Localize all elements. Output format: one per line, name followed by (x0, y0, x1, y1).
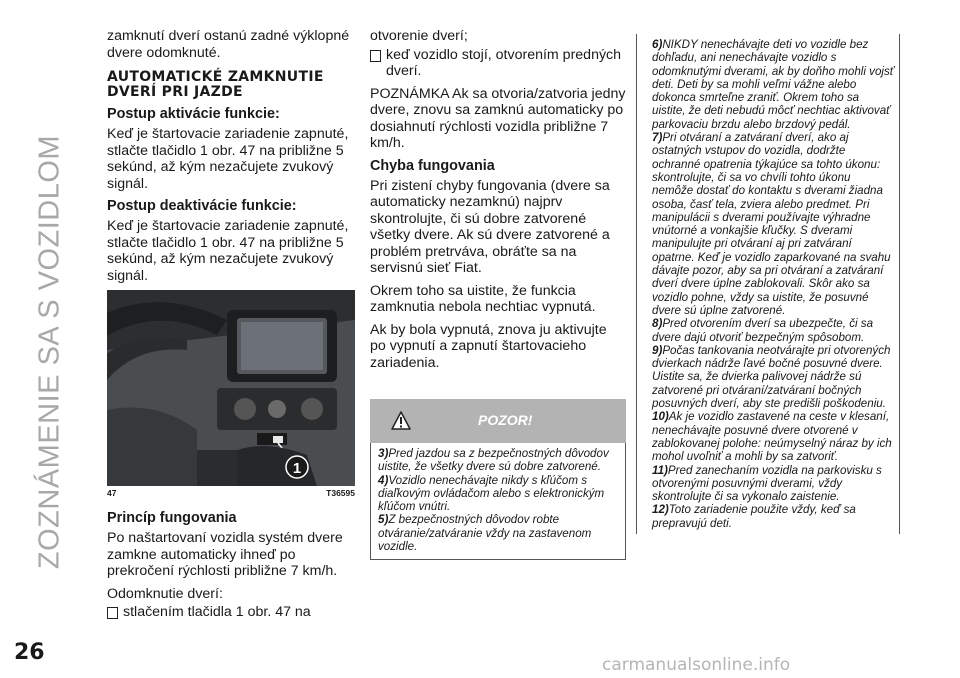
warning-triangle-icon (391, 411, 411, 431)
warning-item-number: 3) (378, 447, 389, 460)
column-1 (107, 28, 355, 621)
checkbox-bullet-icon (107, 607, 118, 619)
warning-box (370, 399, 626, 560)
warning-item (652, 38, 894, 131)
warning-item-text: Počas tankovania neotvárajte pri otvorených dvierkach nádrže ľavé bočné posuvné dvere. Uistite sa, že dvierka palivovej nádrže sú zatvorené pri otváraní/zatváraní bočných posuvných dverí, aby ste predišli poškodeniu. (652, 343, 891, 411)
figure-code: T36595 (326, 488, 355, 498)
warning-item-text: Pred zanechaním vozidla na parkovisku s otvorenými posuvnými dverami, vždy skontrolujte či sa vykonalo zaistenie. (652, 463, 882, 504)
column-3 (636, 38, 900, 534)
warning-item-number: 10) (652, 410, 669, 424)
watermark-text: carmanualsonline.info (602, 655, 791, 675)
fault-heading: Chyba fungovania (370, 157, 495, 174)
warning-item-text: Z bezpečnostných dôvodov robte otváranie/zatváranie vždy na zastavenom vozidle. (378, 513, 592, 554)
warning-item (652, 503, 894, 530)
warning-item-number: 4) (378, 473, 389, 487)
intro-text: zamknutí dverí ostanú zadné výklopné dvere odomknuté. (107, 28, 350, 61)
figure-caption (107, 488, 355, 498)
warning-item-number: 11) (652, 463, 668, 477)
warning-item (652, 410, 894, 463)
page-number: 26 (14, 640, 45, 665)
warning-item-text: Pri otváraní a zatváraní dverí, ako aj ostatných vstupov do vozidla, dodržte ochranné opatrenia týkajúce sa tohto úkonu: skontrolujte, či sa vo chvíli tohto úkonu nemôže dostať do kontaktu s dverami žiadna osoba, časť tela, zviera alebo predmet. Pri manipulácii s dverami používajte výhradne vnútorné a vonkajšie kľučky. S dverami manipulujte pri otváraní aj pri zatváraní opatrne. Keď je vozidlo zaparkované na svahu dávajte pozor, aby sa pri otváraní a zatváraní dverí dvere úplne zablokovali. Skôr ako sa vozidlo pohne, vždy sa uistite, že posuvné dvere sú úplne zatvorené. (652, 131, 891, 317)
column-2 (370, 28, 626, 560)
warning-item (652, 131, 894, 317)
checkbox-bullet-icon (370, 50, 381, 62)
continued-text: otvorenie dverí; (370, 28, 468, 44)
warning-item (652, 464, 894, 504)
activation-text: Keď je štartovacie zariadenie zapnuté, stlačte tlačidlo 1 obr. 47 na približne 5 sekúnd, až kým nezačujete zvukový signál. (107, 126, 349, 192)
warning-item-number: 8) (652, 317, 663, 331)
callout-number: 1 (292, 460, 302, 477)
fault-text: Pri zistení chyby fungovania (dvere sa automaticky nezamknú) najprv skontrolujte, či sú dobre zatvorené všetky dvere. Ak sú dvere zatvorené a problém pretrváva, obráťte sa na servisnú sieť Fiat. (370, 177, 610, 276)
warning-item-text: Pred otvorením dverí sa ubezpečte, či sa dvere dajú otvoriť bezpečným spôsobom. (652, 317, 874, 344)
warning-item (652, 344, 894, 410)
warning-item-text: Pred jazdou sa z bezpečnostných dôvodov uistite, že všetky dvere sú dobre zatvorené. (378, 447, 609, 474)
warning-item-number: 5) (378, 513, 389, 527)
sidebar-section-title-text: ZOZNÁMENIE SA S VOZIDLOM (33, 134, 66, 570)
warning-item-number: 6) (652, 38, 663, 51)
warning-item-text: Ak je vozidlo zastavené na ceste v klesaní, nenechávajte posuvné dvere otvorené v zablokovanej polohe: neúmyselný náraz by ich mohol uvoľniť a mohli by sa zatvoriť. (652, 410, 892, 464)
warning-item-text: NIKDY nenechávajte deti vo vozidle bez dohľadu, ani nenechávajte vozidlo s odomknutými dverami, ak by doňho mohli vojsť deti. Deti by sa mohli veľmi vážne alebo dokonca smrteľne zraniť. Okrem toho sa uistite, že deti nebudú môcť nechtiac aktivovať parkovaciu brzdu alebo brzdový pedál. (652, 38, 894, 131)
warning-body (370, 443, 626, 560)
warning-item (378, 447, 619, 474)
dashboard-photo (107, 290, 355, 486)
unlock-label: Odomknutie dverí: (107, 585, 223, 602)
warning-item-number: 9) (652, 343, 663, 357)
bullet-text: stlačením tlačidla 1 obr. 47 na (123, 604, 311, 620)
deactivation-text: Keď je štartovacie zariadenie zapnuté, stlačte tlačidlo 1 obr. 47 na približne 5 sekúnd, až kým nezačujete zvukový signál. (107, 218, 349, 284)
warning-item (652, 317, 894, 344)
warning-item (378, 513, 619, 553)
warning-header (370, 399, 626, 443)
figure-number: 47 (107, 488, 117, 498)
dashboard-illustration (107, 290, 355, 486)
warning-title: POZOR! (478, 412, 533, 428)
note-text: POZNÁMKA Ak sa otvoria/zatvoria jedny dvere, znovu sa zamknú automaticky po dosiahnutí rýchlosti vozidla približne 7 km/h. (370, 85, 626, 151)
warning-item-number: 12) (652, 503, 669, 517)
warning-item-text: Vozidlo nenechávajte nikdy s kľúčom s diaľkovým ovládačom alebo s elektronickým kľúčom vnútri. (378, 473, 605, 514)
warning-item (378, 474, 619, 514)
deactivation-heading: Postup deaktivácie funkcie: (107, 198, 297, 214)
fault-text-2: Okrem toho sa uistite, že funkcia zamknutia nebola nechtiac vypnutá. (370, 282, 596, 315)
principle-text: Po naštartovaní vozidla systém dvere zamkne automaticky ihneď po prekročení rýchlosti približne 7 km/h. (107, 530, 343, 579)
warning-item-text: Toto zariadenie použite vždy, keď sa prepravujú deti. (652, 503, 856, 530)
fault-text-3: Ak by bola vypnutá, znova ju aktivujte po vypnutí a zapnutí štartovacieho zariadenia. (370, 321, 607, 371)
section-heading: AUTOMATICKÉ ZAMKNUTIE DVERÍ PRI JAZDE (107, 69, 324, 100)
bullet-item (370, 47, 626, 80)
activation-heading: Postup aktivácie funkcie: (107, 106, 280, 122)
warning-item-number: 7) (652, 131, 663, 145)
bullet-item (107, 604, 355, 621)
bullet-text: keď vozidlo stojí, otvorením predných dverí. (386, 46, 622, 79)
warning-continuation-box (636, 34, 900, 534)
principle-heading: Princíp fungovania (107, 510, 237, 526)
